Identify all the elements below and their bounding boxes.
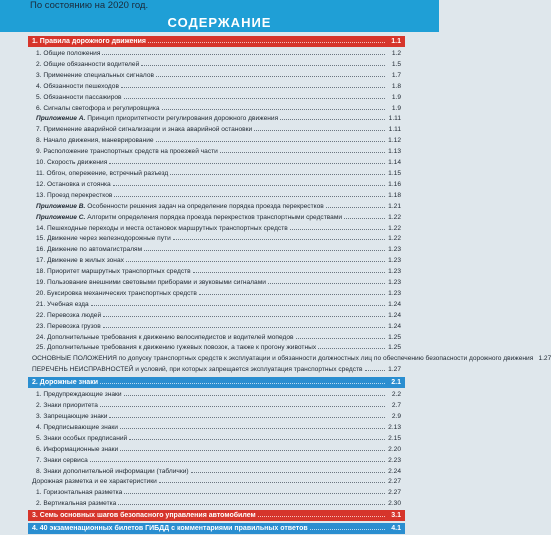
dot-leader bbox=[141, 59, 385, 66]
toc-entry-title: 5. Обязанности пассажиров bbox=[36, 93, 122, 101]
toc-section-header[interactable] bbox=[28, 36, 405, 47]
toc-entry-title: 19. Пользование внешними световыми приборами и звуковыми сигналами bbox=[36, 279, 266, 287]
appendix-label: Приложение А. bbox=[36, 115, 86, 123]
toc-entry[interactable] bbox=[32, 353, 551, 364]
toc-page-number: 2.24 bbox=[388, 467, 401, 475]
toc-entry-title: 6. Сигналы светофора и регулировщика bbox=[36, 104, 160, 112]
toc-page-number: 1.11 bbox=[388, 126, 401, 134]
dot-leader bbox=[290, 223, 385, 230]
appendix-label: Приложение В. bbox=[36, 202, 86, 210]
toc-entry[interactable] bbox=[32, 48, 401, 59]
dot-leader bbox=[365, 364, 385, 371]
dot-leader bbox=[156, 70, 385, 77]
toc-entry[interactable] bbox=[32, 277, 401, 288]
dot-leader bbox=[280, 113, 385, 120]
toc-page-number: 2.20 bbox=[388, 445, 401, 453]
toc-entry[interactable] bbox=[32, 444, 401, 455]
toc-entry-title: 10. Скорость движения bbox=[36, 159, 108, 167]
toc-page-number: 1.15 bbox=[388, 169, 401, 177]
toc-entry[interactable] bbox=[32, 310, 401, 321]
toc-entry[interactable] bbox=[32, 342, 401, 353]
toc-entry-title: 13. Проезд перекрестков bbox=[36, 191, 113, 199]
toc-page-number: 1.22 bbox=[388, 213, 401, 221]
toc-section-header[interactable] bbox=[28, 510, 405, 521]
toc-entry-title: 6. Информационные знаки bbox=[36, 445, 119, 453]
toc-page-number: 1.9 bbox=[391, 93, 401, 101]
toc-entry-title: 4. Предписывающие знаки bbox=[36, 423, 118, 431]
appendix-label: Приложение С. bbox=[36, 213, 86, 221]
toc-page-number: 2.15 bbox=[388, 434, 401, 442]
toc-entry-title: 1. Горизонтальная разметка bbox=[36, 489, 123, 497]
toc-entry-title: 4. 40 экзаменационных билетов ГИБДД с комментариями правильных ответов bbox=[32, 525, 308, 533]
toc-page-number: 1.9 bbox=[391, 104, 401, 112]
dot-leader bbox=[162, 103, 385, 110]
dot-leader bbox=[193, 266, 385, 273]
toc-entry-title: 20. Буксировка механических транспортных средств bbox=[36, 289, 197, 297]
toc-entry-title: 2. Общие обязанности водителей bbox=[36, 60, 140, 68]
toc-entry-title: 17. Движение в жилых зонах bbox=[36, 257, 124, 265]
toc-page-number: 2.27 bbox=[388, 478, 401, 486]
toc-entry[interactable] bbox=[32, 103, 401, 114]
appendix-text: Алгоритм определения порядка проезда перекрестков транспортными средствами bbox=[85, 213, 343, 221]
toc-entry-title: 2. Знаки приоритета bbox=[36, 402, 98, 410]
dot-leader bbox=[100, 400, 385, 407]
toc-entry[interactable] bbox=[32, 201, 401, 212]
dot-leader bbox=[121, 81, 385, 88]
toc-page-number: 3.1 bbox=[391, 512, 401, 520]
toc-page-number: 2.7 bbox=[391, 402, 401, 410]
toc-entry[interactable] bbox=[32, 233, 401, 244]
toc-page-number: 1.23 bbox=[388, 257, 401, 265]
toc-entry[interactable] bbox=[32, 411, 401, 422]
toc-page-number: 2.1 bbox=[391, 379, 401, 387]
toc-entry-title: Дорожная разметка и ее характеристики bbox=[32, 478, 157, 486]
dot-leader bbox=[173, 233, 385, 240]
toc-page-number: 1.27 bbox=[388, 366, 401, 374]
toc-entry[interactable] bbox=[32, 92, 401, 103]
toc-entry[interactable] bbox=[32, 332, 401, 343]
toc-page-number: 1.8 bbox=[391, 82, 401, 90]
appendix-text: Принцип приоритетности регулирования дорожного движения bbox=[85, 115, 279, 123]
toc-entry[interactable] bbox=[32, 59, 401, 70]
toc-entry[interactable] bbox=[32, 223, 401, 234]
toc-entry-title: ПЕРЕЧЕНЬ НЕИСПРАВНОСТЕЙ и условий, при которых запрещается эксплуатация транспортных средств bbox=[32, 366, 363, 374]
toc-page-number: 1.24 bbox=[388, 300, 401, 308]
toc-page-number: 1.12 bbox=[388, 137, 401, 145]
toc-page-number: 1.5 bbox=[391, 60, 401, 68]
toc-page-number: 1.25 bbox=[388, 333, 401, 341]
toc-page-number: 1.27 bbox=[538, 355, 551, 363]
toc-entry-title: 8. Начало движения, маневрирование bbox=[36, 137, 154, 145]
toc-page-number: 2.9 bbox=[391, 413, 401, 420]
toc-entry[interactable] bbox=[32, 466, 401, 477]
toc-entry-title: 8. Знаки дополнительной информации (таблички) bbox=[36, 467, 189, 475]
toc-entry[interactable] bbox=[32, 455, 401, 466]
dot-leader bbox=[199, 288, 385, 295]
dot-leader bbox=[113, 179, 385, 186]
toc-page-number: 1.25 bbox=[388, 344, 401, 352]
toc-entry[interactable] bbox=[32, 422, 401, 433]
toc-entry[interactable] bbox=[32, 113, 401, 124]
toc-page-number: 1.23 bbox=[388, 246, 401, 254]
dot-leader bbox=[102, 48, 385, 55]
page-title: СОДЕРЖАНИЕ bbox=[167, 15, 272, 30]
toc-entry[interactable] bbox=[32, 433, 401, 444]
toc-entry[interactable] bbox=[32, 168, 401, 179]
dot-leader bbox=[318, 342, 385, 349]
toc-page-number: 1.23 bbox=[388, 268, 401, 276]
dot-leader bbox=[90, 455, 385, 462]
toc-page-number: 1.24 bbox=[388, 311, 401, 319]
toc-entry[interactable] bbox=[32, 244, 401, 255]
toc-entry[interactable] bbox=[32, 124, 401, 135]
dot-leader bbox=[91, 299, 385, 306]
dot-leader bbox=[109, 411, 385, 418]
toc-page-number: 2.13 bbox=[388, 423, 401, 431]
toc-page-number: 1.22 bbox=[388, 235, 401, 243]
toc-entry[interactable] bbox=[32, 179, 401, 190]
toc-entry[interactable] bbox=[32, 146, 401, 157]
dot-leader bbox=[191, 466, 385, 473]
toc-entry-title: 3. Применение специальных сигналов bbox=[36, 71, 154, 79]
toc-entry-title: 11. Обгон, опережение, встречный разъезд bbox=[36, 169, 169, 177]
dot-leader bbox=[148, 36, 385, 43]
dot-leader bbox=[126, 255, 385, 262]
toc-entry-title: 16. Движение по автомагистралям bbox=[36, 246, 143, 254]
dot-leader bbox=[120, 422, 385, 429]
toc-entry[interactable] bbox=[32, 266, 401, 277]
toc-page-number: 2.23 bbox=[388, 456, 401, 464]
dot-leader bbox=[103, 310, 385, 317]
toc-entry-title: 15. Движение через железнодорожные пути bbox=[36, 235, 171, 243]
toc-page-number: 2.2 bbox=[391, 391, 401, 399]
dot-leader bbox=[220, 146, 385, 153]
toc-page-number: 1.23 bbox=[388, 279, 401, 287]
dot-leader bbox=[118, 498, 385, 505]
toc-entry-title: 7. Знаки сервиса bbox=[36, 456, 88, 464]
dot-leader bbox=[124, 389, 385, 396]
dot-leader bbox=[326, 201, 385, 208]
dot-leader bbox=[258, 510, 385, 517]
toc-entry-title: 7. Применение аварийной сигнализации и знака аварийной остановки bbox=[36, 126, 253, 134]
dot-leader bbox=[170, 168, 385, 175]
toc-page-number: 1.24 bbox=[388, 322, 401, 330]
appendix-text: Особенности решения задач на определение порядка проезда перекрестков bbox=[85, 202, 324, 210]
toc-entry[interactable] bbox=[32, 157, 401, 168]
dot-leader bbox=[124, 487, 385, 494]
toc-entry-title: 22. Перевозка людей bbox=[36, 311, 102, 319]
dot-leader bbox=[120, 444, 385, 451]
toc-page-number: 1.23 bbox=[388, 289, 401, 297]
toc-entry-title: 14. Пешеходные переходы и места остановок маршрутных транспортных средств bbox=[36, 224, 288, 232]
toc-entry-title: 23. Перевозка грузов bbox=[36, 322, 101, 330]
dot-leader bbox=[296, 332, 385, 339]
toc-entry[interactable] bbox=[32, 135, 401, 146]
toc-entry-title bbox=[32, 203, 324, 212]
toc-entry-title: 24. Дополнительные требования к движению велосипедистов и водителей мопедов bbox=[36, 333, 294, 341]
toc-entry[interactable] bbox=[32, 190, 401, 201]
toc-page-number: 1.14 bbox=[388, 159, 401, 167]
toc-entry[interactable] bbox=[32, 255, 401, 266]
toc-page-number: 1.7 bbox=[391, 71, 401, 79]
toc-entry[interactable] bbox=[32, 389, 401, 400]
dot-leader bbox=[103, 321, 385, 328]
dot-leader bbox=[129, 433, 385, 440]
toc-entry-title: 3. Запрещающие знаки bbox=[36, 413, 108, 420]
toc-entry[interactable] bbox=[32, 288, 401, 299]
toc-page-number: 1.1 bbox=[391, 38, 401, 45]
toc-page-number: 1.21 bbox=[388, 202, 401, 210]
date-note: По состоянию на 2020 год. bbox=[30, 0, 149, 11]
toc-entry[interactable] bbox=[32, 498, 401, 509]
toc-entry-title: 3. Семь основных шагов безопасного управления автомобилем bbox=[32, 512, 256, 520]
toc-entry-title: 25. Дополнительные требования к движению гужевых повозок, а также к прогону животных bbox=[36, 344, 317, 352]
toc-entry-title: 1. Правила дорожного движения bbox=[32, 38, 146, 45]
toc-entry[interactable] bbox=[32, 364, 401, 375]
toc-page-number: 1.11 bbox=[388, 115, 401, 123]
toc-entry-title bbox=[32, 115, 278, 124]
toc-page-number: 1.18 bbox=[388, 191, 401, 199]
toc-entry-title: 5. Знаки особых предписаний bbox=[36, 434, 128, 442]
dot-leader bbox=[268, 277, 385, 284]
dot-leader bbox=[114, 190, 385, 197]
toc-page-number: 1.16 bbox=[388, 180, 401, 188]
toc-page-number: 2.27 bbox=[388, 489, 401, 497]
toc-entry-title: 2. Дорожные знаки bbox=[32, 379, 99, 387]
dot-leader bbox=[144, 244, 385, 251]
toc-entry-title: 4. Обязанности пешеходов bbox=[36, 82, 119, 90]
toc-entry-title: 21. Учебная езда bbox=[36, 300, 89, 308]
toc-entry[interactable] bbox=[32, 476, 401, 487]
toc-entry[interactable] bbox=[32, 321, 401, 332]
toc-entry-title: 12. Остановка и стоянка bbox=[36, 180, 111, 188]
dot-leader bbox=[254, 124, 385, 131]
toc-entry[interactable] bbox=[32, 70, 401, 81]
toc-entry-title: ОСНОВНЫЕ ПОЛОЖЕНИЯ по допуску транспортных средств к эксплуатации и обязанности должностных лиц по обеспечению безопасности дорожного движения bbox=[32, 355, 534, 363]
toc-entry-title: 2. Вертикальная разметка bbox=[36, 500, 117, 508]
toc-page-number: 1.2 bbox=[391, 50, 401, 57]
toc-entry[interactable] bbox=[32, 400, 401, 411]
dot-leader bbox=[310, 523, 385, 530]
dot-leader bbox=[109, 157, 385, 164]
toc-page-number: 1.13 bbox=[388, 148, 401, 156]
toc-entry[interactable] bbox=[32, 212, 401, 223]
toc-entry[interactable] bbox=[32, 299, 401, 310]
toc-entry[interactable] bbox=[32, 487, 401, 498]
toc-entry-title: 9. Расположение транспортных средств на проезжей части bbox=[36, 148, 218, 156]
toc-entry[interactable] bbox=[32, 81, 401, 92]
dot-leader bbox=[344, 212, 385, 219]
toc-entry-title: 1. Предупреждающие знаки bbox=[36, 391, 122, 399]
toc-page-number: 4.1 bbox=[391, 525, 401, 533]
dot-leader bbox=[100, 377, 385, 384]
toc-page-number: 2.30 bbox=[388, 500, 401, 508]
table-of-contents bbox=[32, 35, 551, 535]
dot-leader bbox=[124, 92, 385, 99]
toc-entry-title bbox=[32, 214, 342, 223]
toc-section-header[interactable] bbox=[28, 377, 405, 388]
dot-leader bbox=[159, 476, 385, 483]
toc-entry-title: 18. Приоритет маршрутных транспортных средств bbox=[36, 268, 191, 276]
dot-leader bbox=[156, 135, 385, 142]
header-band bbox=[0, 0, 439, 32]
toc-entry-title: 1. Общие положения bbox=[36, 50, 101, 57]
toc-page-number: 1.22 bbox=[388, 224, 401, 232]
toc-section-header[interactable] bbox=[28, 523, 405, 534]
